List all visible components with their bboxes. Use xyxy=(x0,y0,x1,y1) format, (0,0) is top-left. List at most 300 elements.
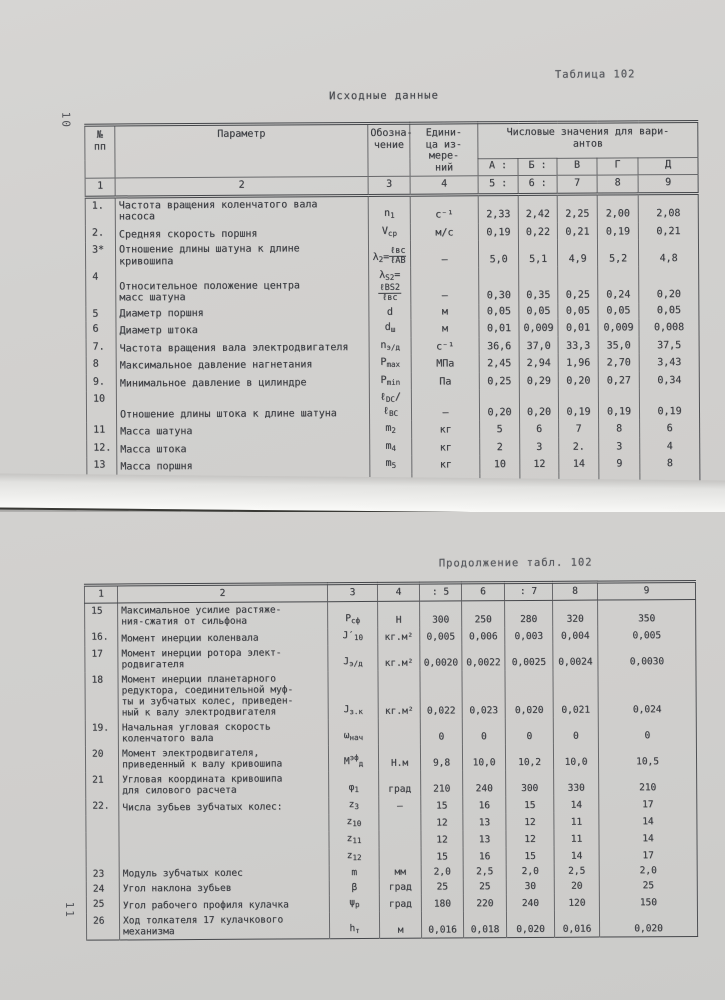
value-cell: 14 xyxy=(599,812,697,830)
parameter-name: Диаметр поршня xyxy=(116,304,369,321)
designation xyxy=(369,390,411,421)
parameter-name: Максимальное усилие растяже- ния-сжатия от сильфона xyxy=(118,602,328,630)
value-cell: 14 xyxy=(554,796,599,813)
value-cell: 0,05 xyxy=(479,304,519,320)
row-number: 21 xyxy=(86,772,119,798)
col-number: 1 xyxy=(84,585,117,603)
row-number: 16. xyxy=(85,629,118,646)
col-number: 4 xyxy=(410,176,478,195)
unit: – xyxy=(411,267,479,304)
value-cell: 0,01 xyxy=(558,319,598,337)
designation xyxy=(369,268,411,305)
variant-a: А : xyxy=(478,158,518,176)
value-cell: 12 xyxy=(520,455,559,473)
col-number: : 7 xyxy=(504,582,552,600)
designation xyxy=(328,671,378,719)
row-number xyxy=(86,849,119,866)
unit: – xyxy=(379,797,421,814)
designation xyxy=(369,355,411,373)
value-cell: 0,19 xyxy=(597,222,638,240)
value-cell: 10,5 xyxy=(598,743,696,770)
designation xyxy=(328,628,378,645)
unit xyxy=(378,719,420,745)
value-cell: 220 xyxy=(463,894,506,911)
value-cell: 9,8 xyxy=(420,744,462,770)
parameter-name: Момент инерции коленвала xyxy=(118,628,328,646)
value-cell: 25 xyxy=(421,879,463,894)
value-cell: 0,018 xyxy=(463,911,506,938)
table-row xyxy=(85,743,696,773)
value-cell: 3 xyxy=(599,437,640,455)
value-cell: 330 xyxy=(554,770,599,796)
value-cell: 13 xyxy=(463,813,506,830)
row-number: 19. xyxy=(85,720,118,746)
value-cell: 0,020 xyxy=(505,670,553,718)
symbol: $V_{ср}$ xyxy=(381,225,397,238)
symbol: $m_5$ xyxy=(385,457,397,470)
value-cell: 0,25 xyxy=(479,372,519,390)
value-cell: 0,009 xyxy=(598,318,639,336)
fraction: $\frac{\text{ℓBS2}}{\text{ℓвс}}$ xyxy=(379,282,400,303)
table-row xyxy=(86,910,697,940)
row-number: 6 xyxy=(86,322,116,340)
parameter-name xyxy=(119,831,329,849)
value-cell: 0,003 xyxy=(505,627,553,644)
col-number: 9 xyxy=(597,581,695,600)
symbol: m xyxy=(351,867,358,879)
value-cell: 37,5 xyxy=(639,335,699,353)
value-cell: 0 xyxy=(598,717,696,744)
row-number: 8 xyxy=(86,357,116,375)
margin-page-number: 11 xyxy=(63,901,77,919)
parameter-name: Диаметр штока xyxy=(116,320,369,339)
value-cell: 0,19 xyxy=(598,388,639,419)
symbol: ℓ$_{DC}$/ℓ$_{BC}$ xyxy=(379,391,401,418)
header-parameter: Параметр xyxy=(115,123,368,178)
row-number: 13 xyxy=(87,458,117,476)
parameter-name xyxy=(119,814,329,832)
parameter-name: Момент инерции ротора элект- родвигателя xyxy=(118,645,328,672)
unit: м/с xyxy=(410,223,478,241)
value-cell: 0,016 xyxy=(421,911,463,938)
unit: мм xyxy=(379,865,421,880)
value-cell: 180 xyxy=(421,894,463,911)
unit: м xyxy=(379,912,421,939)
value-cell: 10,0 xyxy=(553,744,598,770)
value-cell: 5,2 xyxy=(597,239,638,266)
table-row xyxy=(86,769,697,799)
designation xyxy=(369,337,411,355)
variant-b: Б : xyxy=(518,158,557,176)
value-cell: 2,0 xyxy=(599,863,697,879)
value-cell: 16 xyxy=(463,796,506,813)
value-cell: 150 xyxy=(599,893,697,911)
initial-data-table xyxy=(84,120,700,503)
value-cell: 14 xyxy=(599,829,697,847)
value-cell: 8 xyxy=(640,454,700,472)
value-cell: 36,6 xyxy=(479,337,519,355)
symbol: $\omega_{нач}$ xyxy=(343,730,364,743)
value-cell: 0,0025 xyxy=(505,644,553,670)
value-cell: 15 xyxy=(421,796,463,813)
symbol: $P_{сф}$ xyxy=(345,613,361,626)
value-cell: 0 xyxy=(462,718,505,744)
col-number: 9 xyxy=(638,174,698,193)
table-row xyxy=(86,388,699,423)
unit: кг xyxy=(412,438,480,456)
table-row xyxy=(85,643,696,673)
symbol: $m_2$ xyxy=(385,422,396,435)
row-number xyxy=(86,815,119,832)
symbol: $m_4$ xyxy=(385,440,397,453)
designation xyxy=(328,601,378,628)
value-cell: 2,33 xyxy=(478,194,518,223)
value-cell: 0,20 xyxy=(558,371,598,389)
value-cell: 250 xyxy=(462,601,505,628)
unit: кг.м² xyxy=(378,671,420,719)
value-cell: 14 xyxy=(559,455,599,473)
value-cell: 0,023 xyxy=(462,670,505,718)
value-cell: 4,8 xyxy=(638,239,698,266)
table-row xyxy=(86,266,699,306)
value-cell: 5,0 xyxy=(478,240,518,267)
table-row xyxy=(85,669,696,721)
parameter-name: Начальная угловая скорость коленчатого вала xyxy=(118,719,328,746)
value-cell: 0,20 xyxy=(519,389,558,420)
designation xyxy=(329,831,379,848)
unit: МПа xyxy=(411,354,479,372)
value-cell: 11 xyxy=(554,813,599,830)
value-cell: 0 xyxy=(505,718,553,744)
value-cell: 240 xyxy=(463,770,506,796)
value-cell: 2,45 xyxy=(479,354,519,372)
page-11 xyxy=(0,512,725,1000)
col-number: 1 xyxy=(85,178,115,197)
designation xyxy=(329,848,379,865)
value-cell: 0,29 xyxy=(519,371,558,389)
value-cell: 2,42 xyxy=(518,194,557,223)
value-cell: 0,004 xyxy=(553,627,598,644)
value-cell: 0,34 xyxy=(639,370,699,388)
designation xyxy=(369,320,411,338)
designation xyxy=(370,421,412,439)
value-cell: 0,0024 xyxy=(553,644,598,670)
unit: град xyxy=(379,771,421,797)
designation xyxy=(329,814,379,831)
value-cell: 12 xyxy=(421,813,463,830)
value-cell: 0,020 xyxy=(506,911,554,938)
parameter-name: Угол рабочего профиля кулачка xyxy=(119,895,329,913)
symbol: $\psi_р$ xyxy=(349,897,360,910)
parameter-name xyxy=(119,848,329,866)
value-cell: 13 xyxy=(463,830,506,847)
value-cell: 0 xyxy=(420,718,462,744)
parameter-name: Момент электродвигателя, приведенный к валу кривошипа xyxy=(118,745,328,772)
parameter-name: Момент инерции планетарного редуктора, соединительной муф- ты и зубчатых колес, приведен- ный к валу электродвигателя xyxy=(118,671,328,720)
row-number: 2. xyxy=(85,225,115,243)
row-number: 9. xyxy=(86,374,116,392)
parameter-name: Угол наклона зубьев xyxy=(119,880,329,896)
value-cell: 0,27 xyxy=(598,371,639,389)
value-cell: 2,00 xyxy=(597,193,638,222)
header-no: № пп xyxy=(85,125,115,178)
symbol: $M^{эф}_д$ xyxy=(343,753,364,769)
row-number: 17 xyxy=(85,646,118,672)
value-cell: 2,25 xyxy=(557,194,597,223)
value-cell: 300 xyxy=(420,601,462,628)
value-cell: 10 xyxy=(480,455,520,473)
value-cell: 320 xyxy=(553,600,598,627)
table-row xyxy=(85,599,696,629)
designation xyxy=(368,195,410,224)
table-row xyxy=(85,239,698,270)
value-cell: 4,9 xyxy=(557,240,597,267)
value-cell: 0,19 xyxy=(478,223,518,241)
row-number: 11 xyxy=(87,423,117,441)
parameter-name: Относительное положение центра масс шатуна xyxy=(116,268,369,306)
table-row xyxy=(85,717,696,747)
col-number: 6 : xyxy=(518,175,557,194)
value-cell: 350 xyxy=(598,599,696,626)
value-cell: 16 xyxy=(463,847,506,864)
symbol: $P_{min}$ xyxy=(380,374,401,387)
value-cell: 20 xyxy=(554,879,599,894)
header-unit: Едини- ца из- мере- ний xyxy=(410,123,478,176)
value-cell: 0,01 xyxy=(479,319,519,337)
designation xyxy=(329,880,379,895)
designation xyxy=(329,771,379,797)
value-cell: 2. xyxy=(559,437,599,455)
value-cell: 0,024 xyxy=(598,669,696,718)
symbol: β xyxy=(351,882,358,894)
parameter-name: Ход толкателя 17 кулачкового механизма xyxy=(119,912,329,940)
unit: с⁻¹ xyxy=(410,194,478,223)
value-cell: 0,21 xyxy=(557,222,597,240)
value-cell: 5 xyxy=(480,420,520,438)
variant-g: Г xyxy=(597,158,638,176)
value-cell: 240 xyxy=(506,894,554,911)
parameter-name: Числа зубьев зубчатых колес: xyxy=(119,797,329,815)
parameter-name: Отношение длины шатуна к длине кривошипа xyxy=(115,241,368,270)
value-cell: 4 xyxy=(640,436,700,454)
designation xyxy=(370,438,412,456)
unit: кг xyxy=(412,455,480,473)
parameter-name: Минимальное давление в цилиндре xyxy=(116,372,369,391)
row-number: 3* xyxy=(85,243,115,270)
value-cell: 0,005 xyxy=(420,627,462,644)
unit: кг.м² xyxy=(378,628,420,645)
unit: град xyxy=(379,880,421,895)
designation xyxy=(328,719,378,745)
row-number: 7. xyxy=(86,339,116,357)
value-cell: 0,22 xyxy=(518,222,557,240)
header-designation: Обозна- чение xyxy=(368,123,410,176)
value-cell: 12 xyxy=(506,830,554,847)
value-cell: 0,21 xyxy=(638,221,698,239)
value-cell: 2,5 xyxy=(463,864,506,879)
col-number: 2 xyxy=(115,176,368,196)
value-cell: 0,25 xyxy=(558,267,598,304)
row-number: 22. xyxy=(86,798,119,815)
value-cell: 0,19 xyxy=(639,388,699,419)
value-cell: 0,24 xyxy=(598,266,639,303)
parameter-name: Частота вращения вала электродвигателя xyxy=(116,337,369,356)
designation xyxy=(368,223,410,241)
unit xyxy=(379,831,421,848)
row-number: 1. xyxy=(85,197,115,226)
header-variants-title: Числовые значения для вари- антов xyxy=(478,121,698,158)
symbol: $z_3$ xyxy=(348,799,359,812)
designation xyxy=(329,865,379,880)
fraction: $\frac{\text{ℓвс}}{\text{ℓАВ}}$ xyxy=(390,245,406,266)
unit: кг xyxy=(412,420,480,438)
parameter-name: Масса штока xyxy=(117,438,370,457)
row-number: 26 xyxy=(86,913,119,940)
designation xyxy=(369,304,411,320)
value-cell: 5,1 xyxy=(518,240,557,267)
unit: с⁻¹ xyxy=(411,337,479,355)
designation xyxy=(329,895,379,912)
value-cell: 0,016 xyxy=(554,911,599,938)
symbol: $J'_{10}$ xyxy=(342,630,364,643)
value-cell: 7 xyxy=(559,420,599,438)
value-cell: 0,05 xyxy=(598,303,639,319)
value-cell: 0,006 xyxy=(462,627,505,644)
page-10 xyxy=(0,0,725,494)
col-number: 3 xyxy=(368,176,410,195)
value-cell: 1,96 xyxy=(558,354,598,372)
unit xyxy=(379,814,421,831)
unit: град xyxy=(379,895,421,912)
unit: кг.м² xyxy=(378,645,420,671)
row-number: 4 xyxy=(86,270,116,307)
value-cell: 2,08 xyxy=(638,193,698,222)
unit: Н xyxy=(378,601,420,628)
value-cell: 12 xyxy=(506,813,554,830)
row-number: 5 xyxy=(86,306,116,322)
symbol: $P_{max}$ xyxy=(380,356,401,369)
unit: м xyxy=(411,304,479,320)
unit: – xyxy=(410,240,478,267)
value-cell: 210 xyxy=(421,770,463,796)
value-cell: 12 xyxy=(421,830,463,847)
value-cell: 0,0022 xyxy=(462,644,505,670)
parameter-name: Максимальное давление нагнетания xyxy=(116,355,369,374)
parameter-name: Масса шатуна xyxy=(117,421,370,440)
unit: м xyxy=(411,319,479,337)
col-number: 8 xyxy=(552,582,597,600)
unit: – xyxy=(411,389,479,420)
value-cell: 2,0 xyxy=(506,864,554,879)
value-cell: 0,020 xyxy=(599,910,697,937)
symbol: d xyxy=(386,306,393,318)
value-cell: 15 xyxy=(421,847,463,864)
value-cell: 8 xyxy=(599,419,640,437)
col-number: : 5 xyxy=(419,583,461,601)
value-cell: 0,008 xyxy=(639,318,699,336)
parameter-name: Частота вращения коленчатого вала насоса xyxy=(115,195,368,225)
designation xyxy=(329,912,379,939)
value-cell: 0,022 xyxy=(420,670,462,718)
row-number: 25 xyxy=(86,896,119,913)
value-cell: 25 xyxy=(599,878,697,894)
value-cell: 0,05 xyxy=(519,303,558,319)
value-cell: 25 xyxy=(463,879,506,894)
col-number: 2 xyxy=(117,584,327,603)
row-number: 23 xyxy=(86,866,119,881)
value-cell: 11 xyxy=(554,830,599,847)
value-cell: 280 xyxy=(505,600,553,627)
value-cell: 0,0020 xyxy=(420,644,462,670)
unit: Па xyxy=(411,372,479,390)
value-cell: 37,0 xyxy=(519,336,558,354)
symbol: $z_{11}$ xyxy=(346,833,362,846)
value-cell: 0,005 xyxy=(598,626,696,644)
value-cell: 0,0030 xyxy=(598,643,696,670)
parameter-name: Отношение длины штока к длине шатуна xyxy=(116,390,369,423)
header-row xyxy=(85,121,698,160)
col-number: 5 : xyxy=(478,176,518,195)
table-row xyxy=(85,193,698,225)
designation xyxy=(328,745,378,771)
value-cell: 6 xyxy=(520,420,559,438)
parameter-name: Масса поршня xyxy=(117,456,370,475)
symbol: $\lambda_{S2}=$ $\frac{\text{ℓBS2}}{\text{ℓвс}}$ xyxy=(379,269,401,303)
row-number xyxy=(86,832,119,849)
value-cell: 120 xyxy=(554,894,599,911)
value-cell: 0,05 xyxy=(558,303,598,319)
value-cell: 3,43 xyxy=(639,353,699,371)
symbol: $z_{10}$ xyxy=(346,816,362,829)
parameter-name: Модуль зубчатых колес xyxy=(119,865,329,881)
symbol: $n_{э/д}$ xyxy=(380,339,400,352)
designation xyxy=(370,456,412,474)
col-number: 8 xyxy=(597,175,638,194)
row-number: 18 xyxy=(85,672,118,720)
table-title: Исходные данные xyxy=(329,89,439,103)
value-cell: 210 xyxy=(599,769,697,796)
col-number: 6 xyxy=(461,583,504,601)
variant-d: Д xyxy=(638,157,698,175)
page-10-content xyxy=(0,0,725,496)
designation xyxy=(328,645,378,671)
row-number: 12. xyxy=(87,440,117,458)
value-cell: 3 xyxy=(520,437,559,455)
value-cell: 300 xyxy=(506,770,554,796)
value-cell: 10,2 xyxy=(505,744,553,770)
value-cell: 0,20 xyxy=(639,266,699,303)
row-number: 15 xyxy=(85,603,118,630)
designation xyxy=(368,241,410,268)
row-number: 10 xyxy=(86,392,116,423)
unit: Н.м xyxy=(378,745,420,771)
value-cell: 0,20 xyxy=(479,389,519,420)
value-cell: 0,35 xyxy=(519,267,558,304)
parameter-name: Средняя скорость поршня xyxy=(115,223,368,242)
col-number: 7 xyxy=(557,175,597,194)
value-cell: 0 xyxy=(553,718,598,744)
parameter-name: Угловая координата кривошипа для силового расчета xyxy=(119,771,329,798)
value-cell: 15 xyxy=(506,796,554,813)
value-cell: 2 xyxy=(480,438,520,456)
symbol: $J_{з.к}$ xyxy=(343,704,363,717)
value-cell: 9 xyxy=(599,454,640,472)
value-cell: 0,05 xyxy=(639,302,699,318)
designation xyxy=(369,372,411,390)
continuation-table xyxy=(84,580,698,941)
designation xyxy=(329,797,379,814)
symbol: $h_т$ xyxy=(349,923,360,936)
